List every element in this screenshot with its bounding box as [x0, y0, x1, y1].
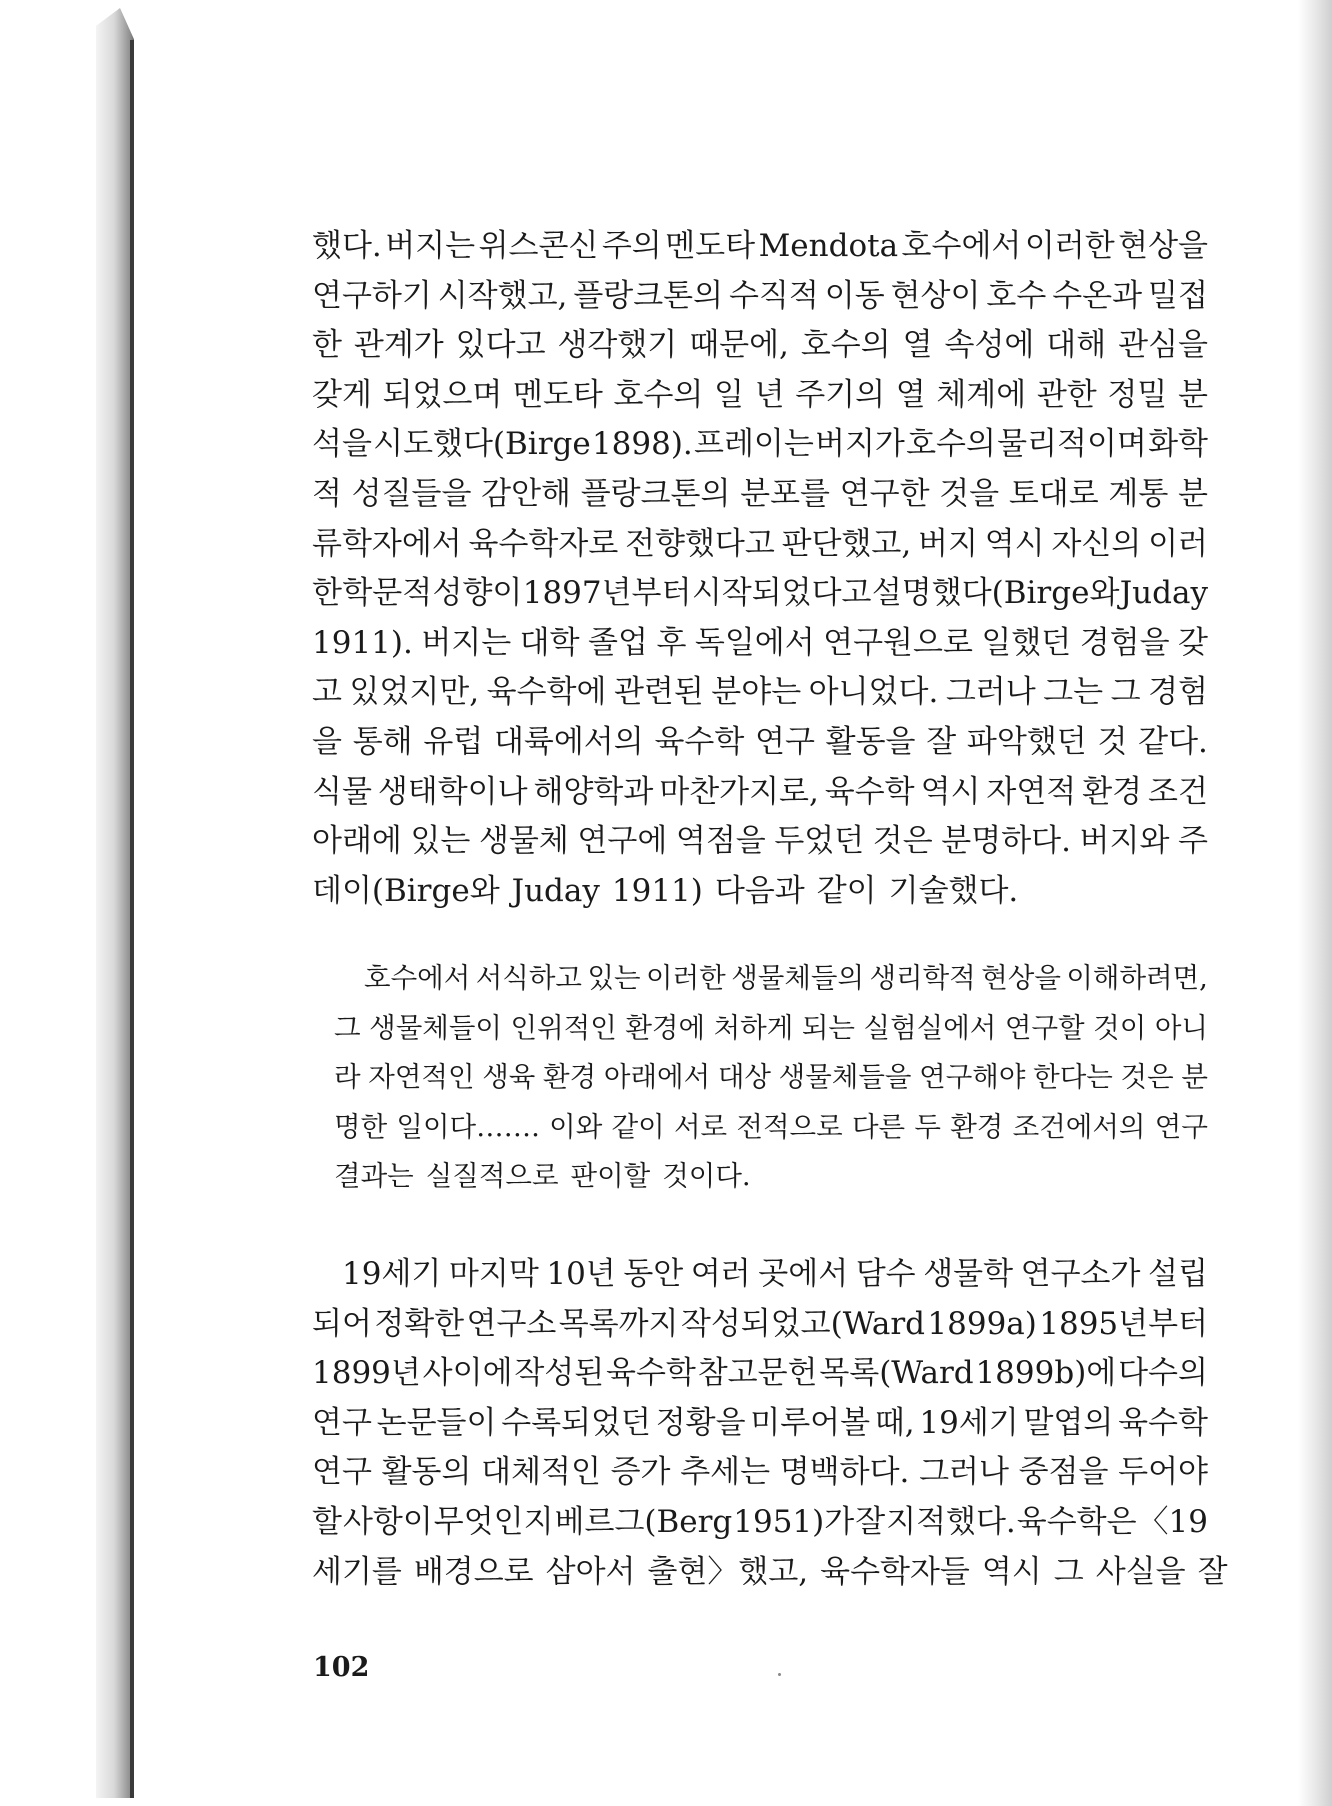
text-line: 한 학문적 성향이 1897년부터 시작되었다고 설명했다(Birge와 Juday	[312, 575, 1208, 612]
text-line: 그 생물체들이 인위적인 환경에 처하게 되는 실험실에서 연구할 것이 아니	[334, 1011, 1208, 1044]
text-line: 19세기 마지막 10년 동안 여러 곳에서 담수 생물학 연구소가 설립	[342, 1256, 1208, 1292]
text-line: 결과는 실질적으로 판이할 것이다.	[334, 1160, 751, 1192]
text-line: 석을 시도했다(Birge 1898). 프레이는 버지가 호수의 물리적이며 화학	[312, 426, 1208, 463]
text-line: 갖게 되었으며 멘도타 호수의 일 년 주기의 열 체계에 관한 정밀 분	[312, 376, 1208, 413]
text-line: 연구 활동의 대체적인 증가 추세는 명백하다. 그러나 중점을 두어야	[312, 1454, 1208, 1491]
text-line: 류학자에서 육수학자로 전향했다고 판단했고, 버지 역시 자신의 이러	[312, 525, 1208, 562]
text-line: 했다. 버지는 위스콘신 주의 멘도타 Mendota 호수에서 이러한 현상을	[312, 228, 1208, 264]
page-shadow	[1298, 0, 1332, 1806]
paragraph-2	[312, 1250, 1228, 1597]
block-quote	[334, 954, 1208, 1202]
text-line: 1911). 버지는 대학 졸업 후 독일에서 연구원으로 일했던 경험을 갖	[312, 624, 1208, 661]
text-line: 아래에 있는 생물체 연구에 역점을 두었던 것은 분명하다. 버지와 주	[312, 823, 1208, 860]
text-line: 연구 논문들이 수록되었던 정황을 미루어볼 때, 19세기 말엽의 육수학	[312, 1404, 1208, 1441]
text-line: 한 관계가 있다고 생각했기 때문에, 호수의 열 속성에 대해 관심을	[312, 327, 1208, 364]
text-line: 을 통해 유럽 대륙에서의 육수학 연구 활동을 잘 파악했던 것 같다.	[312, 723, 1208, 760]
text-line: 되어 정확한 연구소 목록까지 작성되었고(Ward 1899a) 1895년부터	[312, 1305, 1208, 1342]
paragraph-1	[312, 222, 1208, 916]
text-line: 라 자연적인 생육 환경 아래에서 대상 생물체들을 연구해야 한다는 것은 분	[334, 1061, 1208, 1093]
text-line: 식물 생태학이나 해양학과 마찬가지로, 육수학 역시 자연적 환경 조건	[312, 773, 1208, 810]
page-number: 102	[313, 1652, 370, 1683]
page-speck	[778, 1673, 781, 1676]
text-line: 호수에서 서식하고 있는 이러한 생물체들의 생리학적 현상을 이해하려면,	[364, 962, 1208, 994]
text-line: 데이(Birge와 Juday 1911) 다음과 같이 기술했다.	[312, 872, 1019, 909]
text-line: 고 있었지만, 육수학에 관련된 분야는 아니었다. 그러나 그는 그 경험	[312, 674, 1208, 711]
text-line: 연구하기 시작했고, 플랑크톤의 수직적 이동 현상이 호수 수온과 밀접	[312, 277, 1208, 314]
text-line: 적 성질들을 감안해 플랑크톤의 분포를 연구한 것을 토대로 계통 분	[312, 475, 1208, 512]
text-line: 세기를 배경으로 삼아서 출현〉했고, 육수학자들 역시 그 사실을 잘	[312, 1553, 1228, 1590]
text-line: 할 사항이 무엇인지 베르그(Berg 1951)가 잘 지적했다. 육수학은 〈19	[312, 1503, 1208, 1540]
text-line: 1899년 사이에 작성된 육수학 참고문헌 목록(Ward 1899b)에 다수의	[312, 1355, 1208, 1392]
text-line: 명한 일이다……. 이와 같이 서로 전적으로 다른 두 환경 조건에서의 연구	[334, 1110, 1208, 1143]
